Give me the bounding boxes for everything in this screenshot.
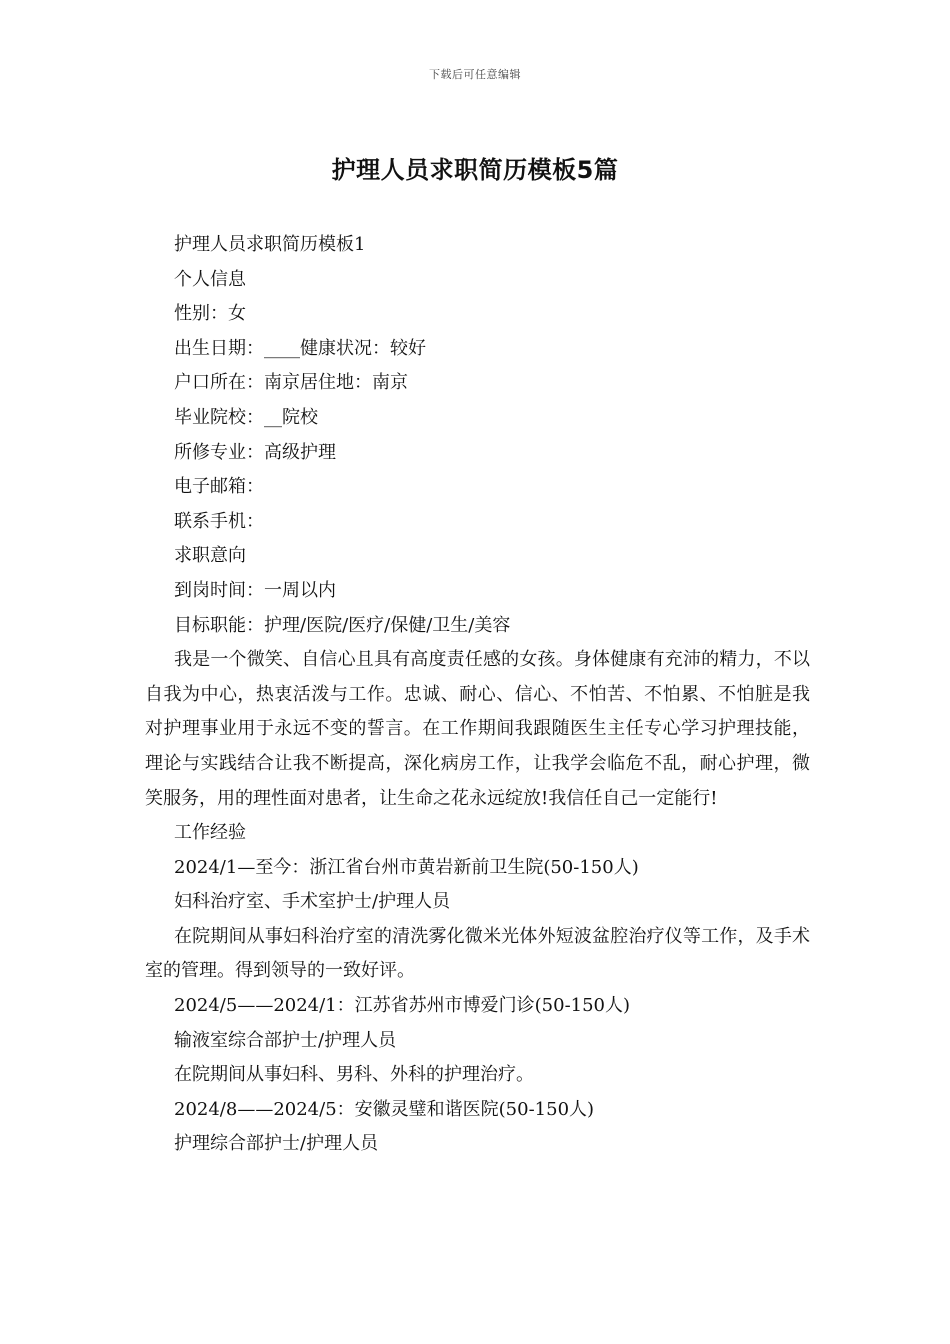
field-birthdate-health: 出生日期：____健康状况：较好 xyxy=(174,337,426,359)
job-3-position: 护理综合部护士/护理人员 xyxy=(174,1133,379,1155)
job-1-position: 妇科治疗室、手术室护士/护理人员 xyxy=(174,891,451,913)
field-school: 毕业院校：__院校 xyxy=(174,406,318,428)
section-heading-job-intention: 求职意向 xyxy=(174,545,246,567)
field-gender: 性别：女 xyxy=(174,303,246,325)
job-1-description: 在院期间从事妇科治疗室的清洗雾化微米光体外短波盆腔治疗仪等工作，及手术室的管理。得到领导的一致好评。 xyxy=(145,925,810,982)
field-email: 电子邮箱： xyxy=(174,476,264,498)
field-phone: 联系手机： xyxy=(174,510,264,532)
section-heading-personal-info: 个人信息 xyxy=(174,268,246,290)
job-3-period: 2024/8——2024/5：安徽灵璧和谐医院(50-150人) xyxy=(174,1098,595,1120)
job-2-description: 在院期间从事妇科、男科、外科的护理治疗。 xyxy=(174,1064,534,1086)
field-residence: 户口所在：南京居住地：南京 xyxy=(174,372,408,394)
document-title: 护理人员求职简历模板5篇 xyxy=(331,156,619,184)
field-major: 所修专业：高级护理 xyxy=(174,441,336,463)
field-start-time: 到岗时间：一周以内 xyxy=(174,579,336,601)
section-heading-template-1: 护理人员求职简历模板1 xyxy=(174,234,366,255)
field-target-role: 目标职能：护理/医院/医疗/保健/卫生/美容 xyxy=(174,614,511,636)
header-note: 下载后可任意编辑 xyxy=(429,68,521,81)
job-2-period: 2024/5——2024/1：江苏省苏州市博爱门诊(50-150人) xyxy=(174,995,631,1017)
job-2-position: 输液室综合部护士/护理人员 xyxy=(174,1029,397,1051)
section-heading-work-experience: 工作经验 xyxy=(174,822,246,844)
self-description-paragraph: 我是一个微笑、自信心且具有高度责任感的女孩。身体健康有充沛的精力，不以自我为中心，热衷活泼与工作。忠诚、耐心、信心、不怕苦、不怕累、不怕脏是我对护理事业用于永远不变的誓言。在工作期间我跟随医生主任专心学习护理技能，理论与实践结合让我不断提高，深化病房工作，让我学会临危不乱，耐心护理，微笑服务，用的理性面对患者，让生命之花永远绽放!我信任自己一定能行! xyxy=(145,649,810,809)
document-body xyxy=(145,228,810,1162)
job-1-period: 2024/1—至今：浙江省台州市黄岩新前卫生院(50-150人) xyxy=(174,856,639,878)
